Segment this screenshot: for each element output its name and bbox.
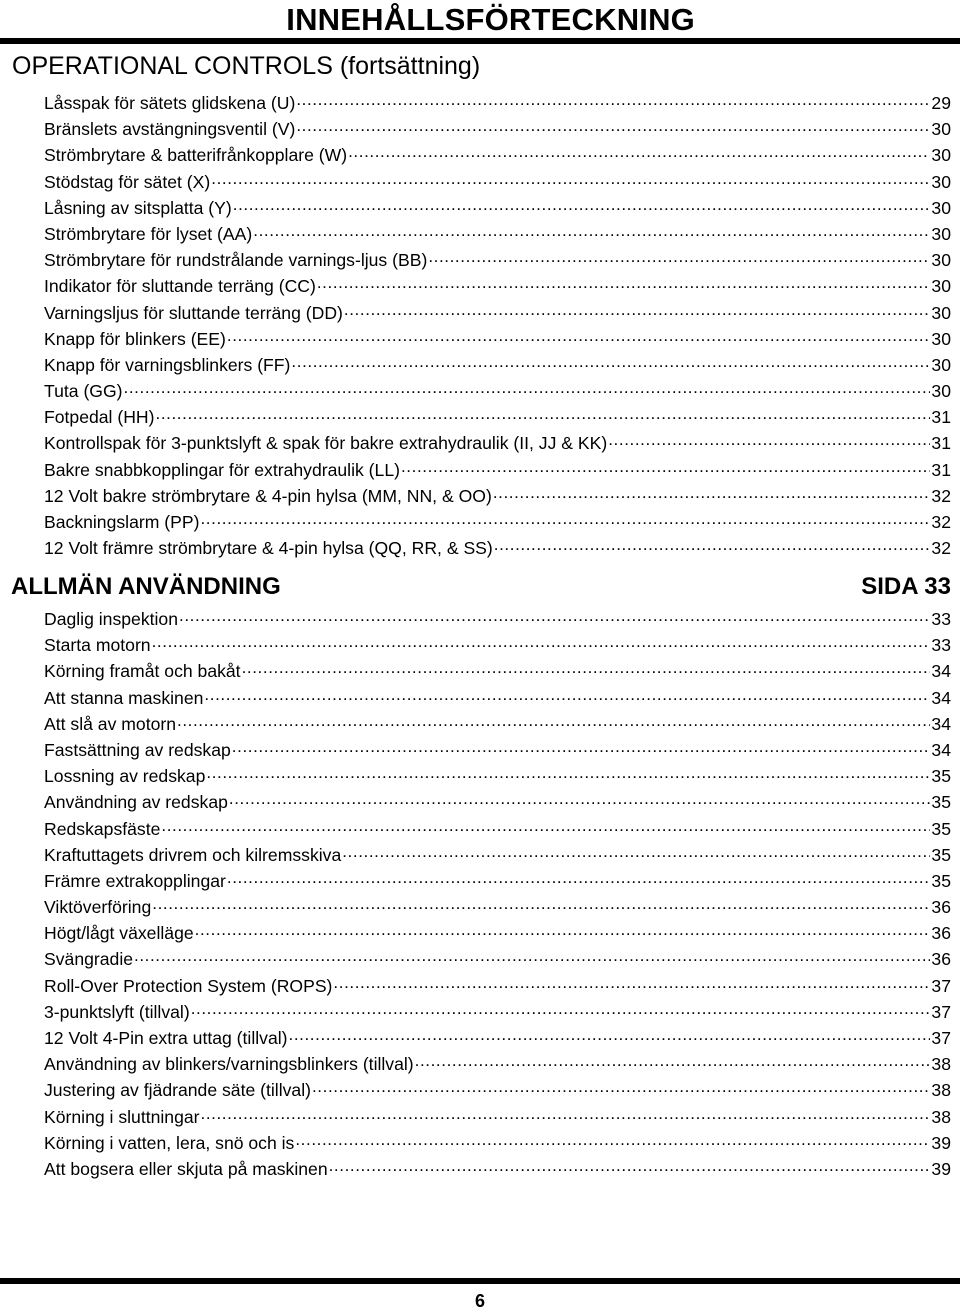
toc-entry-label: Bakre snabbkopplingar för extrahydraulik (LL): [44, 459, 400, 480]
toc-entry[interactable]: [44, 606, 951, 632]
toc-entry[interactable]: [44, 116, 951, 142]
dot-leader: [296, 118, 930, 136]
toc-entry-label: Knapp för varningsblinkers (FF): [44, 354, 291, 375]
toc-entry-label: Starta motorn: [44, 635, 151, 656]
toc-entry-label: Att bogsera eller skjuta på maskinen: [44, 1158, 328, 1179]
toc-entry-page: 35: [931, 792, 951, 813]
toc-entry[interactable]: [44, 1130, 951, 1156]
dot-leader: [253, 222, 930, 240]
toc-entry-page: 36: [931, 949, 951, 970]
toc-entry[interactable]: [44, 946, 951, 972]
toc-entry-page: 34: [931, 687, 951, 708]
toc-entry[interactable]: [44, 273, 951, 299]
dot-leader: [493, 484, 931, 502]
dot-leader: [204, 686, 930, 704]
toc-entry[interactable]: [44, 894, 951, 920]
toc-entry-label: Att slå av motorn: [44, 713, 177, 734]
toc-entry[interactable]: [44, 842, 951, 868]
toc-entry[interactable]: [44, 763, 951, 789]
toc-entry[interactable]: [44, 509, 951, 535]
toc-entry[interactable]: [44, 142, 951, 168]
dot-leader: [177, 712, 930, 730]
dot-leader: [227, 869, 931, 887]
dot-leader: [156, 406, 931, 424]
dot-leader: [229, 791, 931, 809]
toc-entry[interactable]: [44, 999, 951, 1025]
dot-leader: [344, 301, 931, 319]
toc-entry[interactable]: [44, 1156, 951, 1182]
toc-entry-page: 31: [931, 459, 951, 480]
toc-entry-label: Körning i sluttningar: [44, 1106, 200, 1127]
document-title: INNEHÅLLSFÖRTECKNING: [286, 2, 695, 37]
dot-leader: [289, 1026, 931, 1044]
toc-entry-page: 37: [931, 1001, 951, 1022]
toc-entry-label: Viktöverföring: [44, 897, 152, 918]
toc-entry-label: Stödstag för sätet (X): [44, 171, 211, 192]
toc-entry[interactable]: [44, 973, 951, 999]
dot-leader: [312, 1079, 930, 1097]
toc-entry[interactable]: [44, 658, 951, 684]
toc-entry-label: Strömbrytare för rundstrålande varnings-ljus (BB): [44, 250, 428, 271]
toc-entry-page: 31: [931, 407, 951, 428]
toc-entry-label: Strömbrytare för lyset (AA): [44, 223, 253, 244]
toc-entry[interactable]: [44, 632, 951, 658]
dot-leader: [201, 1105, 931, 1123]
dot-leader: [296, 91, 930, 109]
section-header-general-use: [11, 573, 951, 605]
toc-entry-label: Knapp för blinkers (EE): [44, 328, 226, 349]
toc-entry-page: 33: [931, 609, 951, 629]
toc-entry-page: 30: [931, 119, 951, 140]
toc-entry-label: Tuta (GG): [44, 381, 123, 402]
toc-entry-label: Backningslarm (PP): [44, 512, 200, 532]
toc-entry-page: 35: [931, 870, 951, 891]
dot-leader: [233, 196, 931, 214]
dot-leader: [152, 895, 930, 913]
dot-leader: [428, 249, 930, 267]
toc-entry-label: Fastsättning av redskap: [44, 739, 231, 760]
toc-entry[interactable]: [44, 378, 951, 404]
toc-entry-label: Låsning av sitsplatta (Y): [44, 197, 232, 218]
dot-leader: [242, 660, 931, 678]
dot-leader: [494, 537, 931, 555]
toc-entry[interactable]: [44, 195, 951, 221]
dot-leader: [232, 738, 931, 756]
toc-entry-label: Redskapsfäste: [44, 818, 161, 839]
toc-entry[interactable]: [44, 535, 951, 561]
dot-leader: [329, 1157, 931, 1175]
toc-entry-page: 32: [931, 485, 951, 506]
toc-entry-page: 30: [931, 302, 951, 323]
toc-entry[interactable]: [44, 737, 951, 763]
dot-leader: [348, 144, 930, 162]
toc-entry-page: 33: [931, 635, 951, 656]
toc-entry-page: 38: [931, 1106, 951, 1127]
toc-entry[interactable]: [44, 300, 951, 326]
toc-entry[interactable]: [44, 221, 951, 247]
bottom-divider: [0, 1278, 960, 1284]
toc-entry-label: Användning av blinkers/varningsblinkers (tillval): [44, 1054, 414, 1075]
toc-entry[interactable]: [44, 1051, 951, 1077]
top-divider: [0, 38, 960, 44]
toc-entry[interactable]: [44, 1104, 951, 1130]
dot-leader: [124, 379, 931, 397]
toc-entry[interactable]: [44, 326, 951, 352]
toc-entry-page: 30: [931, 354, 951, 375]
toc-entry-page: 35: [931, 844, 951, 865]
toc-entry-label: Svängradie: [44, 949, 134, 970]
toc-entry-page: 30: [931, 223, 951, 244]
toc-entry-label: 12 Volt bakre strömbrytare & 4-pin hylsa (MM, NN, & OO): [44, 485, 492, 506]
toc-entry[interactable]: [44, 816, 951, 842]
toc-list-operational-controls: [44, 90, 951, 561]
toc-entry-page: 30: [931, 250, 951, 271]
toc-entry[interactable]: [44, 352, 951, 378]
toc-entry-label: Varningsljus för sluttande terräng (DD): [44, 302, 343, 323]
section-heading-operational-controls: OPERATIONAL CONTROLS (fortsättning): [12, 52, 481, 80]
page-number: 6: [474, 1291, 485, 1311]
toc-entry-label: Daglig inspektion: [44, 609, 178, 629]
toc-entry-label: Högt/lågt växelläge: [44, 923, 194, 944]
dot-leader: [608, 432, 930, 450]
toc-entry[interactable]: [44, 920, 951, 946]
toc-entry-label: Främre extrakopplingar: [44, 870, 226, 891]
toc-entry-page: 39: [931, 1158, 951, 1179]
toc-entry-label: Användning av redskap: [44, 792, 228, 813]
toc-entry-page: 35: [931, 766, 951, 787]
dot-leader: [401, 458, 930, 476]
toc-entry-page: 38: [931, 1054, 951, 1075]
dot-leader: [317, 275, 931, 293]
toc-entry[interactable]: [44, 685, 951, 711]
toc-entry-label: Bränslets avstängningsventil (V): [44, 119, 296, 140]
toc-entry[interactable]: [44, 457, 951, 483]
toc-entry[interactable]: [44, 90, 951, 116]
toc-entry-label: Roll-Over Protection System (ROPS): [44, 975, 333, 996]
toc-entry[interactable]: [44, 169, 951, 195]
dot-leader: [342, 843, 930, 861]
toc-entry-page: 34: [931, 661, 951, 682]
toc-entry-page: 30: [931, 381, 951, 402]
toc-entry-page: 37: [931, 975, 951, 996]
toc-entry-label: Körning framåt och bakåt: [44, 661, 241, 682]
dot-leader: [161, 817, 930, 835]
toc-entry-page: 30: [931, 145, 951, 166]
toc-entry-page: 32: [931, 512, 951, 532]
toc-entry-page: 38: [931, 1080, 951, 1101]
toc-entry-page: 36: [931, 897, 951, 918]
toc-entry-label: Kraftuttagets drivrem och kilremsskiva: [44, 844, 342, 865]
toc-entry-label: Kontrollspak för 3-punktslyft & spak för bakre extrahydraulik (II, JJ & KK): [44, 433, 608, 454]
toc-entry[interactable]: [44, 711, 951, 737]
toc-list-general-use: [44, 606, 951, 1182]
toc-entry-page: 30: [931, 328, 951, 349]
toc-entry-label: Fotpedal (HH): [44, 407, 155, 428]
toc-entry-page: 37: [931, 1028, 951, 1048]
toc-entry-label: Indikator för sluttande terräng (CC): [44, 276, 316, 297]
dot-leader: [291, 353, 930, 371]
toc-entry-label: Strömbrytare & batterifrånkopplare (W): [44, 145, 348, 166]
dot-leader: [200, 510, 930, 528]
toc-entry-label: Att stanna maskinen: [44, 687, 204, 708]
dot-leader: [227, 327, 931, 345]
toc-entry[interactable]: [44, 404, 951, 430]
toc-entry[interactable]: [44, 1025, 951, 1051]
toc-entry-page: 32: [931, 538, 951, 559]
dot-leader: [195, 922, 931, 940]
section-heading-general-use: ALLMÄN ANVÄNDNING: [11, 573, 281, 600]
toc-entry-label: 3-punktslyft (tillval): [44, 1001, 190, 1022]
toc-entry[interactable]: [44, 483, 951, 509]
dot-leader: [211, 170, 930, 188]
dot-leader: [179, 607, 930, 625]
toc-entry-page: 30: [931, 197, 951, 218]
toc-entry-page: 39: [931, 1132, 951, 1153]
toc-entry[interactable]: [44, 247, 951, 273]
toc-entry[interactable]: [44, 1077, 951, 1103]
section-page-reference: SIDA 33: [861, 573, 951, 600]
toc-entry-page: 30: [931, 171, 951, 192]
toc-entry-page: 31: [931, 433, 951, 454]
toc-entry-page: 34: [931, 713, 951, 734]
document-title-bar: [0, 0, 960, 38]
toc-entry[interactable]: [44, 868, 951, 894]
dot-leader: [206, 765, 930, 783]
toc-entry[interactable]: [44, 789, 951, 815]
toc-entry-label: Låsspak för sätets glidskena (U): [44, 93, 296, 113]
dot-leader: [295, 1131, 930, 1149]
dot-leader: [152, 634, 931, 652]
toc-entry-label: Körning i vatten, lera, snö och is: [44, 1132, 295, 1153]
toc-entry-page: 35: [931, 818, 951, 839]
toc-entry-label: Lossning av redskap: [44, 766, 206, 787]
dot-leader: [415, 1053, 931, 1071]
dot-leader: [134, 948, 930, 966]
toc-entry[interactable]: [44, 430, 951, 456]
toc-entry-page: 29: [931, 93, 951, 113]
toc-entry-label: 12 Volt främre strömbrytare & 4-pin hylsa (QQ, RR, & SS): [44, 538, 493, 559]
dot-leader: [191, 1000, 931, 1018]
toc-entry-label: 12 Volt 4-Pin extra uttag (tillval): [44, 1028, 288, 1048]
dot-leader: [333, 974, 930, 992]
toc-entry-page: 34: [931, 739, 951, 760]
toc-entry-label: Justering av fjädrande säte (tillval): [44, 1080, 311, 1101]
toc-entry-page: 36: [931, 923, 951, 944]
toc-entry-page: 30: [931, 276, 951, 297]
